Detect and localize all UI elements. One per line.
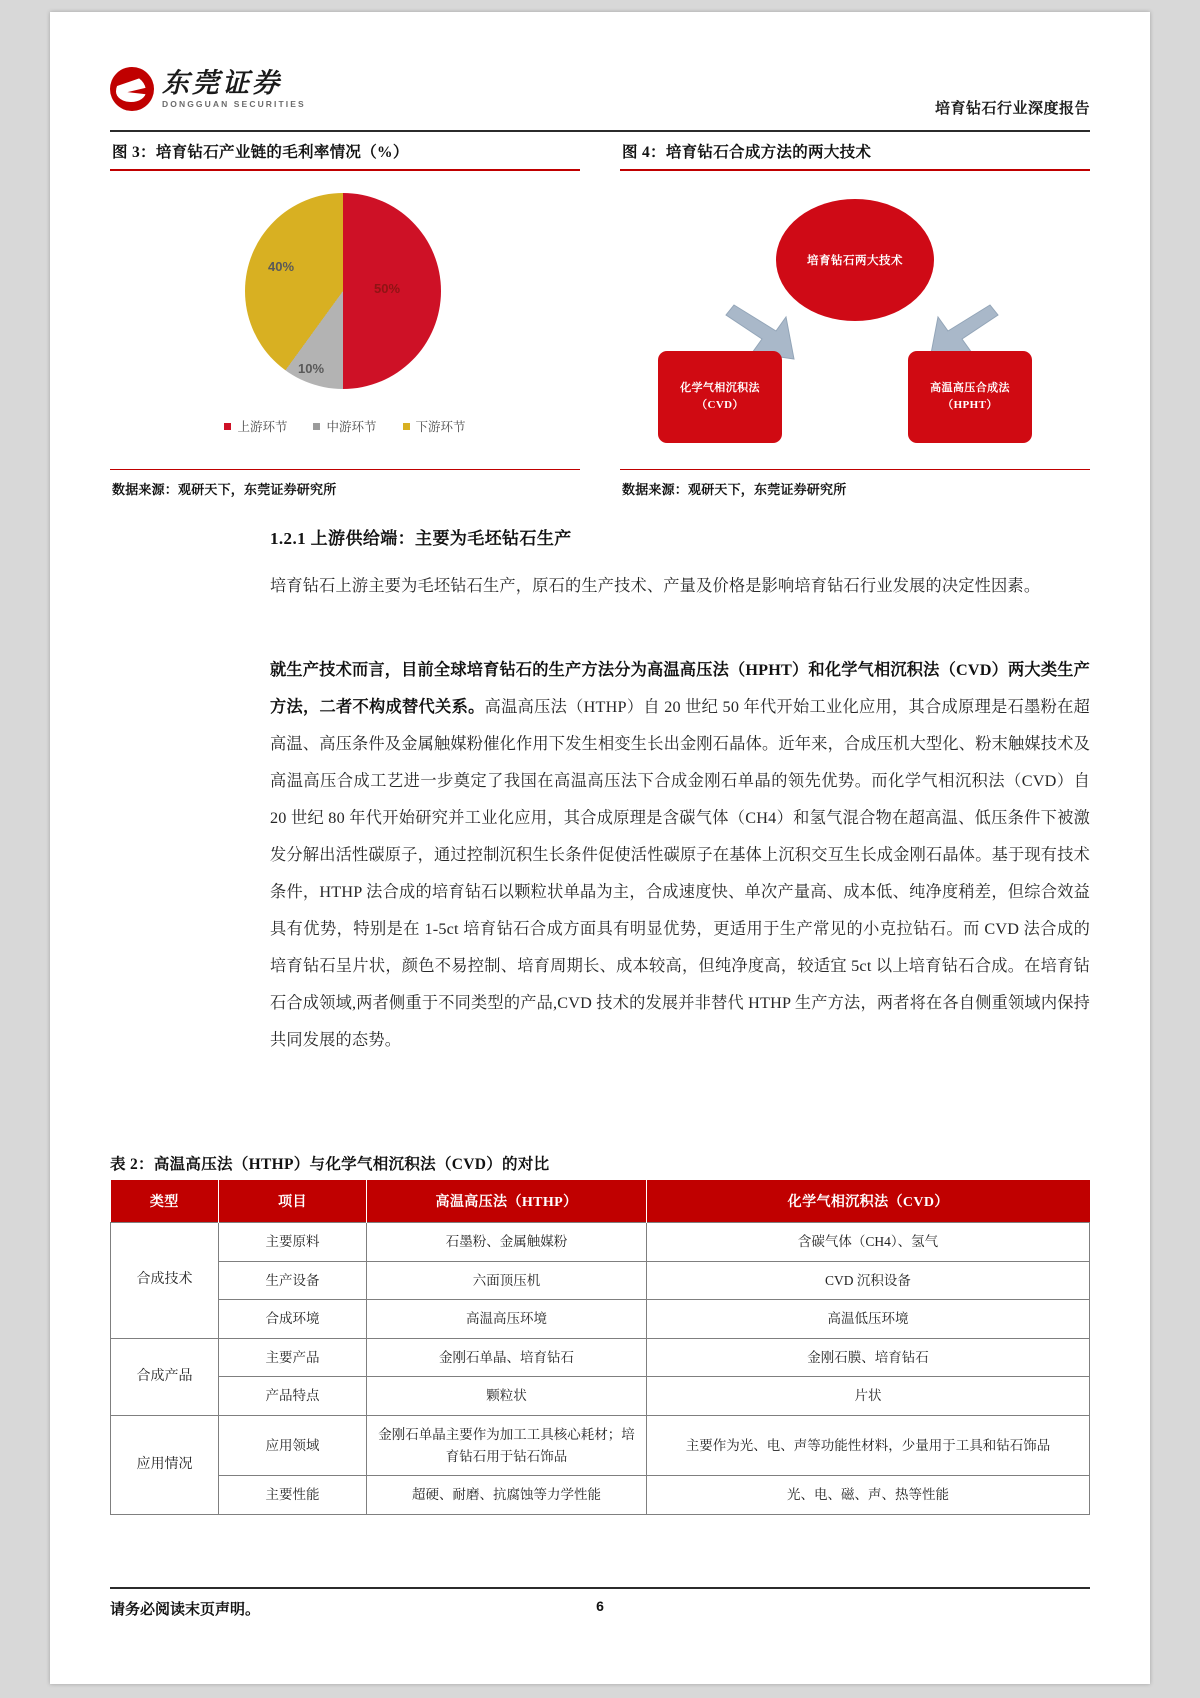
table-cell-cvd: 光、电、磁、声、热等性能 [647, 1476, 1090, 1515]
table-category: 应用情况 [111, 1415, 219, 1514]
figure-3-source: 数据来源：观研天下，东莞证券研究所 [112, 482, 337, 497]
diagram-node-cvd-line2: （CVD） [696, 399, 744, 411]
diagram-node-cvd [658, 351, 782, 443]
legend-swatch-icon [403, 423, 410, 430]
diagram-node-hpht-line1: 高温高压合成法 [930, 381, 1010, 394]
table-cell-hthp: 颗粒状 [367, 1377, 647, 1416]
logo-name-en: DONGGUAN SECURITIES [162, 98, 306, 109]
legend-item-downstream [403, 417, 466, 435]
table-row [111, 1223, 1090, 1262]
diagram-node-hpht-line2: （HPHT） [942, 399, 998, 411]
table-row [111, 1476, 1090, 1515]
table-item: 主要原料 [219, 1223, 367, 1262]
table-cell-hthp: 六面顶压机 [367, 1261, 647, 1300]
figure-3-title: 图 3：培育钻石产业链的毛利率情况（%） [112, 144, 409, 161]
table-cell-cvd: 高温低压环境 [647, 1300, 1090, 1339]
footer-disclaimer: 请务必阅读末页声明。 [110, 1602, 261, 1618]
report-title: 培育钻石行业深度报告 [934, 101, 1090, 117]
pie-chart [110, 171, 580, 434]
page-content [110, 12, 1090, 1684]
table-cell-cvd: CVD 沉积设备 [647, 1261, 1090, 1300]
table-row [111, 1261, 1090, 1300]
logo-mark-icon [110, 67, 154, 111]
table-row [111, 1415, 1090, 1475]
table-cell-cvd: 片状 [647, 1377, 1090, 1416]
legend-label: 上游环节 [237, 420, 288, 434]
table-cell-cvd: 金刚石膜、培育钻石 [647, 1338, 1090, 1377]
legend-swatch-icon [313, 423, 320, 430]
logo-text [162, 67, 306, 109]
diagram-node-hpht [908, 351, 1032, 443]
table-row [111, 1338, 1090, 1377]
figure-4-title: 图 4：培育钻石合成方法的两大技术 [622, 144, 872, 161]
figure-4-source: 数据来源：观研天下，东莞证券研究所 [622, 482, 847, 497]
paragraph-2-bold: 就生产技术而言，目前全球培育钻石的生产方法分为高温高压法（HPHT）和化学气相沉积法（CVD）两大类生产方法，二者不构成替代关系。 [270, 661, 1090, 716]
diagram-root-node: 培育钻石两大技术 [776, 199, 934, 321]
table-category: 合成产品 [111, 1338, 219, 1415]
table-cell-hthp: 金刚石单晶、培育钻石 [367, 1338, 647, 1377]
pie-label-downstream: 40% [268, 259, 295, 274]
logo-name-cn: 东莞证券 [162, 67, 282, 98]
legend-label: 下游环节 [415, 420, 466, 434]
figure-3-body [110, 171, 580, 467]
table-cell-hthp: 金刚石单晶主要作为加工工具核心耗材；培育钻石用于钻石饰品 [367, 1415, 647, 1475]
table-item: 主要产品 [219, 1338, 367, 1377]
legend-item-upstream [224, 417, 287, 435]
table-col-cvd: 化学气相沉积法（CVD） [647, 1180, 1090, 1223]
table-item: 应用领域 [219, 1415, 367, 1475]
figure-3 [110, 136, 580, 498]
table-row [111, 1377, 1090, 1416]
table-cell-hthp: 石墨粉、金属触媒粉 [367, 1223, 647, 1262]
table-cell-cvd: 含碳气体（CH4）、氢气 [647, 1223, 1090, 1262]
table-title: 表 2：高温高压法（HTHP）与化学气相沉积法（CVD）的对比 [110, 1156, 550, 1173]
table-col-type: 类型 [111, 1180, 219, 1223]
pie-graphic [245, 193, 441, 389]
table-cell-hthp: 高温高压环境 [367, 1300, 647, 1339]
table-cell-cvd: 主要作为光、电、声等功能性材料，少量用于工具和钻石饰品 [647, 1415, 1090, 1475]
header-divider [110, 130, 1090, 132]
comparison-table [110, 1180, 1090, 1515]
legend-label: 中游环节 [326, 420, 377, 434]
table-col-hthp: 高温高压法（HTHP） [367, 1180, 647, 1223]
table-category: 合成技术 [111, 1223, 219, 1339]
page-number: 6 [596, 1598, 604, 1614]
paragraph-2-rest: 高温高压法（HTHP）自 20 世纪 50 年代开始工业化应用，其合成原理是石墨粉在超高温、高压条件及金属触媒粉催化作用下发生相变生长出金刚石晶体。近年来，合成压机大型化、粉末触媒技术及高温高压合成工艺进一步奠定了我国在高温高压法下合成金刚石单晶的领先优势。而化学气相沉积法（CVD）自 20 世纪 80 年代开始研究并工业化应用，其合成原理是含碳气体（CH4）和氢气混合物在超高温、低压条件下被激发分解出活性碳原子，通过控制沉积生长条件促使活性碳原子在基体上沉积交互生长成金刚石晶体。基于现有技术条件，HTHP 法合成的培育钻石以颗粒状单晶为主，合成速度快、单次产量高、成本低、纯净度稍差，但综合效益具有优势，特别是在 1-5ct 培育钻石合成方面具有明显优势，更适用于生产常见的小克拉钻石。而 CVD 法合成的培育钻石呈片状，颜色不易控制、培育周期长、成本较高，但纯净度高，较适宜 5ct 以上培育钻石合成。在培育钻石合成领域,两者侧重于不同类型的产品,CVD 技术的发展并非替代 HTHP 生产方法，两者将在各自侧重领域内保持共同发展的态势。 [270, 698, 1090, 1049]
pie-label-midstream: 10% [298, 361, 325, 376]
paragraph-2 [270, 652, 1090, 1059]
document-page [50, 12, 1150, 1684]
page-header [110, 67, 1090, 127]
table-item: 主要性能 [219, 1476, 367, 1515]
section-heading: 1.2.1 上游供给端：主要为毛坯钻石生产 [270, 529, 572, 548]
legend-item-midstream [313, 417, 376, 435]
footer-divider [110, 1587, 1090, 1589]
diagram-node-cvd-line1: 化学气相沉积法 [680, 381, 760, 394]
pie-legend [110, 417, 580, 435]
legend-swatch-icon [224, 423, 231, 430]
table-cell-hthp: 超硬、耐磨、抗腐蚀等力学性能 [367, 1476, 647, 1515]
table-item: 产品特点 [219, 1377, 367, 1416]
table-item: 生产设备 [219, 1261, 367, 1300]
table-col-item: 项目 [219, 1180, 367, 1223]
company-logo [110, 67, 306, 111]
paragraph-1: 培育钻石上游主要为毛坯钻石生产，原石的生产技术、产量及价格是影响培育钻石行业发展的决定性因素。 [270, 577, 1041, 595]
table-header-row [111, 1180, 1090, 1223]
technology-diagram [620, 171, 1090, 467]
pie-label-upstream: 50% [374, 281, 401, 296]
figure-4 [620, 136, 1090, 498]
table-row [111, 1300, 1090, 1339]
table-item: 合成环境 [219, 1300, 367, 1339]
figure-4-body [620, 171, 1090, 467]
